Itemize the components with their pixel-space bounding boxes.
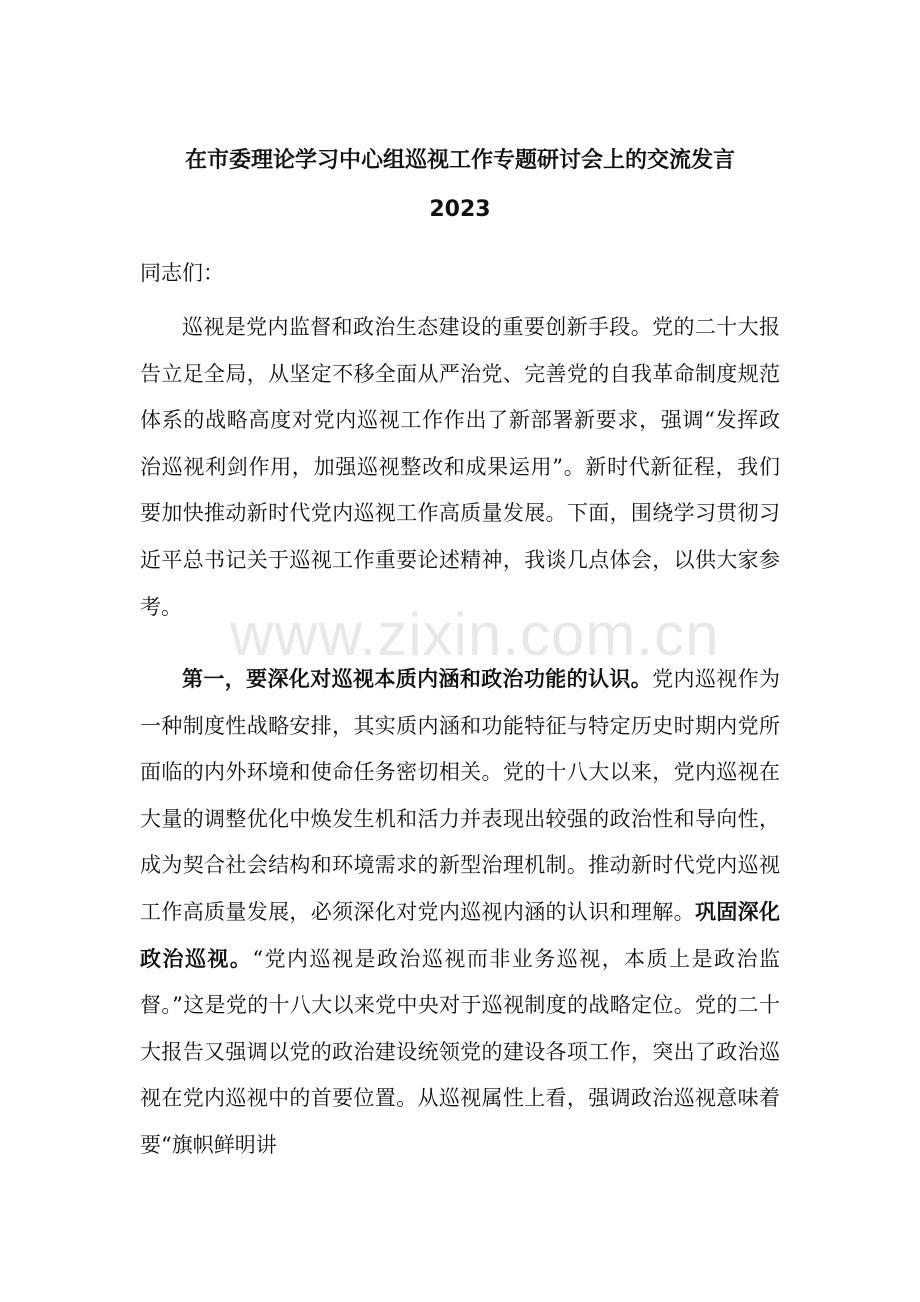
- section-text: 党内巡视作为一种制度性战略安排，其实质内涵和功能特征与特定历史时期内党所面临的内外环境和使命任务密切相关。党的十八大以来，党内巡视在大量的调整优化中焕发生机和活力并表现出较强的政治性和导向性，成为契合社会结构和环境需求的新型治理机制。推动新时代党内巡视工作高质量发展，必须深化对党内巡视内涵的认识和理解。: [140, 667, 781, 924]
- salutation: 同志们：: [140, 261, 224, 285]
- paragraph-intro: 巡视是党内监督和政治生态建设的重要创新手段。党的二十大报告立足全局，从坚定不移全面从严治党、完善党的自我革命制度规范体系的战略高度对党内巡视工作作出了新部署新要求，强调“发挥政治巡视利剑作用，加强巡视整改和成果运用”。新时代新征程，我们要加快推动新时代党内巡视工作高质量发展。下面，围绕学习贯彻习近平总书记关于巡视工作重要论述精神，我谈几点体会，以供大家参考。: [140, 315, 780, 619]
- section-subheading: 巩固深化政治巡视。: [140, 899, 781, 971]
- document-title-year: 2023: [429, 197, 491, 222]
- paragraph-first-point: [140, 656, 780, 1169]
- section-heading: 第一，要深化对巡视本质内涵和政治功能的认识。: [182, 667, 653, 691]
- section-text-continued: “党内巡视是政治巡视而非业务巡视，本质上是政治监督。”这是党的十八大以来党中央对于巡视制度的战略定位。党的二十大报告又强调以党的政治建设统领党的建设各项工作，突出了政治巡视在党内巡视中的首要位置。从巡视属性上看，强调政治巡视意味着要“旗帜鲜明讲: [140, 946, 781, 1157]
- watermark: www.zixin.com.cn: [230, 601, 720, 668]
- document-title: 在市委理论学习中心组巡视工作专题研讨会上的交流发言: [184, 148, 735, 173]
